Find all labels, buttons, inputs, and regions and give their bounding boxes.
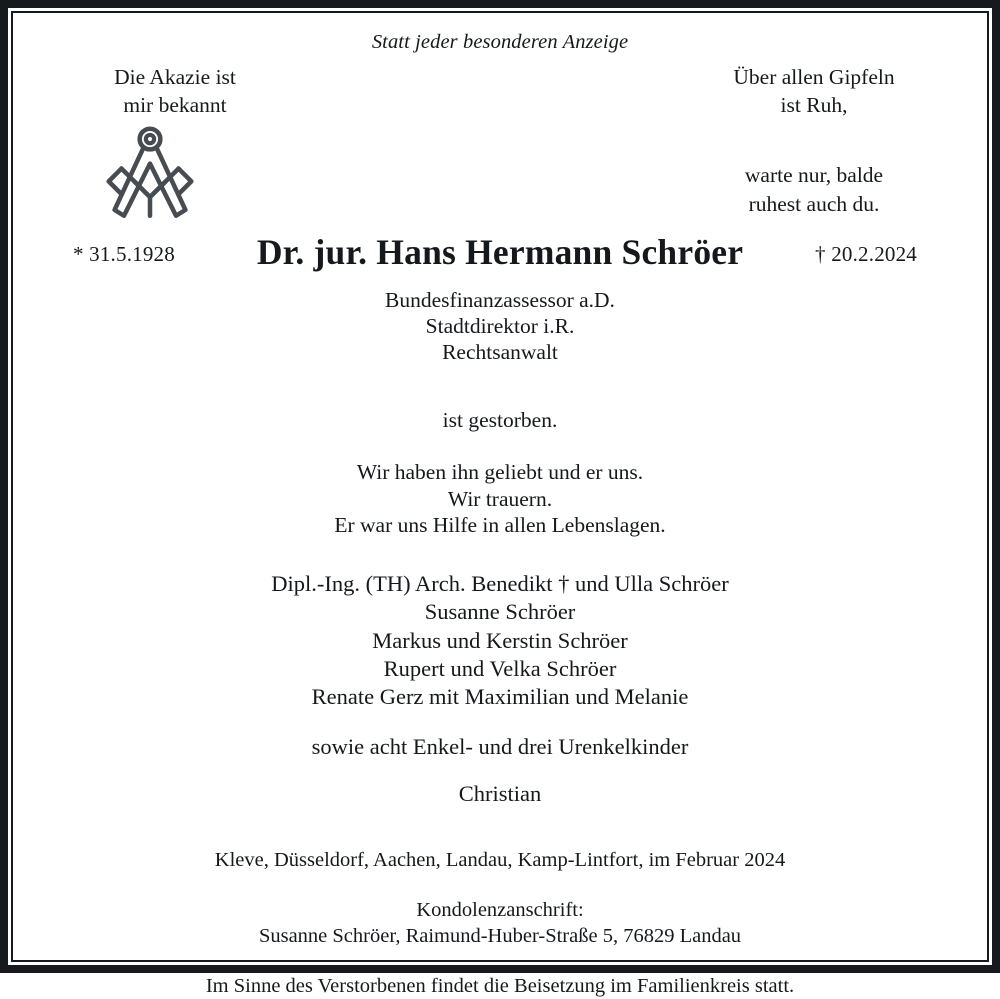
survivor-line: Susanne Schröer xyxy=(424,599,576,625)
obituary-content xyxy=(13,30,987,997)
died-statement: ist gestorben. xyxy=(442,407,558,432)
survivor-line: Markus und Kerstin Schröer xyxy=(372,627,628,653)
condolence-address xyxy=(13,897,987,949)
birth-date: * 31.5.1928 xyxy=(73,241,175,266)
goethe-quote xyxy=(689,63,939,219)
condolence-label: Kondolenzanschrift: xyxy=(416,899,584,922)
survivor-line: Rupert und Velka Schröer xyxy=(383,656,617,682)
additional-mourner: Christian xyxy=(458,781,542,807)
condolence-address-line: Susanne Schröer, Raimund-Huber-Straße 5, 76829 Landau xyxy=(258,925,742,948)
professional-title: Bundesfinanzassessor a.D. xyxy=(385,287,615,312)
burial-note: Im Sinne des Verstorbenen findet die Beisetzung im Familienkreis statt. xyxy=(205,974,795,997)
quote-row xyxy=(13,63,987,231)
name-row xyxy=(13,233,987,279)
mourning-line: Wir haben ihn geliebt und er uns. xyxy=(356,460,644,485)
masonic-motto-line-1: Die Akazie ist xyxy=(114,64,236,89)
goethe-quote-part-1 xyxy=(689,63,939,120)
professional-title: Rechtsanwalt xyxy=(442,339,558,364)
professional-title: Stadtdirektor i.R. xyxy=(425,313,575,338)
masonic-motto xyxy=(60,63,290,120)
survivor-line: Renate Gerz mit Maximilian und Melanie xyxy=(311,684,689,710)
goethe-quote-line-4: ruhest auch du. xyxy=(748,191,880,216)
mourning-text xyxy=(13,459,987,538)
places-and-date: Kleve, Düsseldorf, Aachen, Landau, Kamp-Lintfort, im Februar 2024 xyxy=(214,849,786,872)
masonic-motto-line-2: mir bekannt xyxy=(123,92,227,117)
survivor-line: Dipl.-Ing. (TH) Arch. Benedikt † und Ulla Schröer xyxy=(271,571,729,597)
goethe-quote-line-2: ist Ruh, xyxy=(780,92,848,117)
mourning-line: Wir trauern. xyxy=(447,486,553,511)
professional-titles xyxy=(13,287,987,365)
goethe-quote-line-3: warte nur, balde xyxy=(744,163,884,188)
notice-header-line: Statt jeder besonderen Anzeige xyxy=(371,31,629,53)
goethe-quote-part-2 xyxy=(689,161,939,218)
survivors-list xyxy=(13,570,987,712)
mourning-line: Er war uns Hilfe in allen Lebenslagen. xyxy=(334,512,666,537)
goethe-quote-line-1: Über allen Gipfeln xyxy=(733,64,895,89)
masonic-square-and-compasses-icon xyxy=(91,125,209,220)
grandchildren-line: sowie acht Enkel- und drei Urenkelkinder xyxy=(311,733,689,759)
deceased-name: Dr. jur. Hans Hermann Schröer xyxy=(256,231,744,272)
obituary-inner-rule xyxy=(11,11,989,997)
death-date: † 20.2.2024 xyxy=(815,241,917,266)
